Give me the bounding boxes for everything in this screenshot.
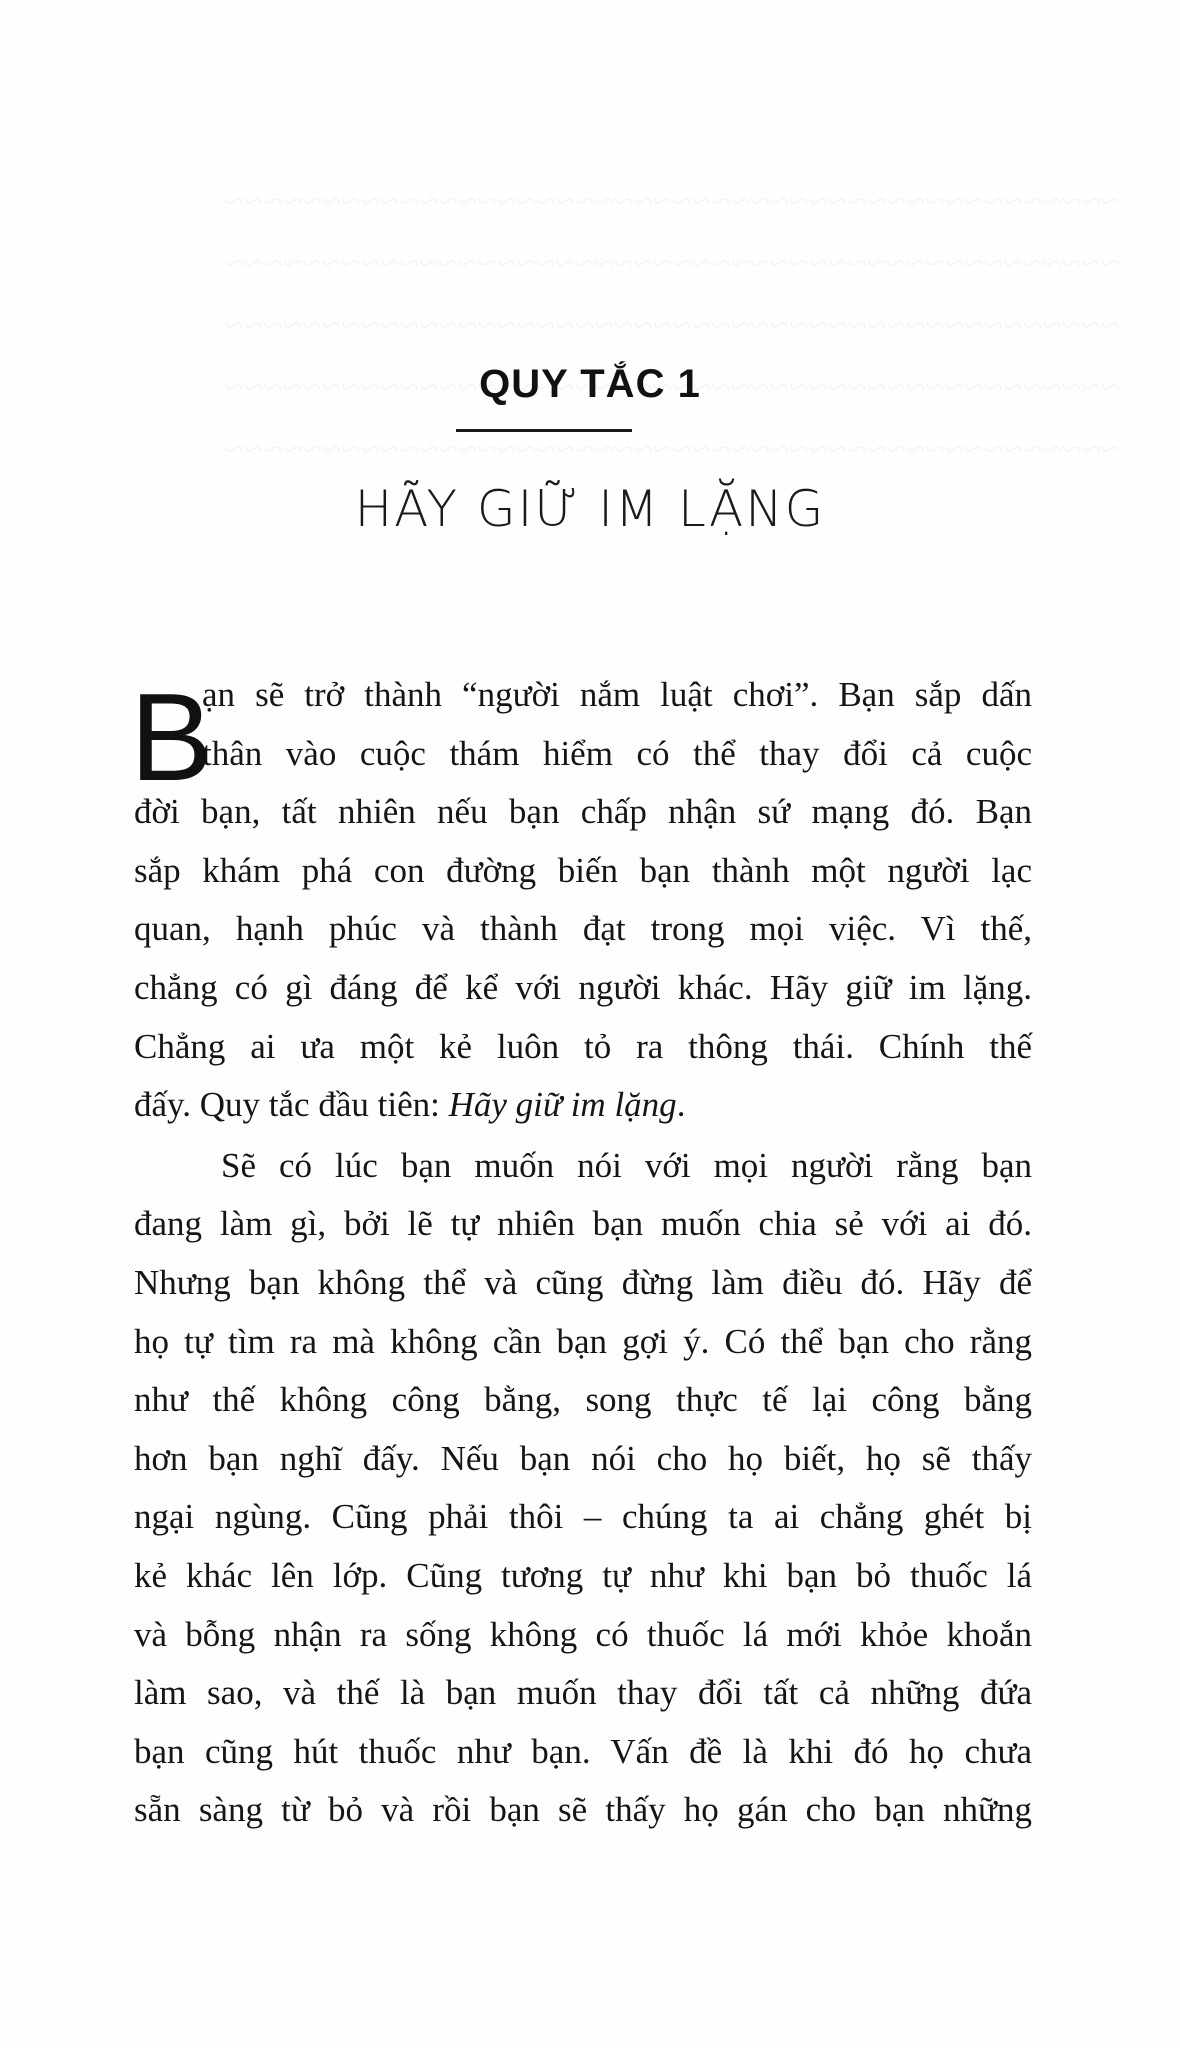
paragraph-2 bbox=[134, 1137, 1032, 1840]
text-run: đấy. Quy tắc đầu tiên: bbox=[134, 1085, 449, 1125]
chapter-label: QUY TẮC 1 bbox=[479, 362, 701, 406]
chapter-underline bbox=[456, 429, 632, 432]
text-line: làm sao, và thế là bạn muốn thay đổi tất cả những đứa bbox=[134, 1673, 1032, 1713]
drop-cap: B bbox=[130, 669, 213, 807]
paragraph-1 bbox=[130, 666, 1032, 1135]
text-line: như thế không công bằng, song thực tế lại công bằng bbox=[134, 1380, 1032, 1420]
text-line-last bbox=[134, 1076, 1032, 1135]
text-line: sắp khám phá con đường biến bạn thành một người lạc bbox=[134, 850, 1032, 890]
text-line: Sẽ có lúc bạn muốn nói với mọi người rằng bạn bbox=[221, 1145, 1032, 1185]
text-line: Nhưng bạn không thể và cũng đừng làm điều đó. Hãy để bbox=[134, 1262, 1032, 1302]
italic-rule-text: Hãy giữ im lặng bbox=[448, 1085, 677, 1125]
text-line: họ tự tìm ra mà không cần bạn gợi ý. Có thể bạn cho rằng bbox=[134, 1321, 1032, 1361]
text-line: hơn bạn nghĩ đấy. Nếu bạn nói cho họ biết, họ sẽ thấy bbox=[134, 1438, 1032, 1478]
chapter-title: HÃY GIỮ IM LẶNG bbox=[354, 480, 826, 538]
bleed-through-text bbox=[180, 170, 1120, 480]
text-line: ngại ngùng. Cũng phải thôi – chúng ta ai chẳng ghét bị bbox=[134, 1497, 1032, 1537]
text-line: chẳng có gì đáng để kể với người khác. Hãy giữ im lặng. bbox=[134, 967, 1032, 1007]
body-text bbox=[130, 666, 1032, 1840]
text-line: đang làm gì, bởi lẽ tự nhiên bạn muốn chia sẻ với ai đó. bbox=[134, 1204, 1032, 1244]
text-line: sẵn sàng từ bỏ và rồi bạn sẽ thấy họ gán cho bạn những bbox=[134, 1790, 1032, 1830]
text-line: kẻ khác lên lớp. Cũng tương tự như khi bạn bỏ thuốc lá bbox=[134, 1555, 1032, 1595]
text-line: đời bạn, tất nhiên nếu bạn chấp nhận sứ mạng đó. Bạn bbox=[134, 792, 1032, 832]
text-line: ạn sẽ trở thành “người nắm luật chơi”. Bạn sắp dấn bbox=[202, 675, 1032, 714]
text-line: quan, hạnh phúc và thành đạt trong mọi việc. Vì thế, bbox=[134, 909, 1032, 949]
text-line: và bỗng nhận ra sống không có thuốc lá mới khỏe khoắn bbox=[134, 1614, 1032, 1654]
text-line: bạn cũng hút thuốc như bạn. Vấn đề là khi đó họ chưa bbox=[134, 1731, 1032, 1771]
text-run: . bbox=[676, 1085, 686, 1125]
text-line: thân vào cuộc thám hiểm có thể thay đổi cả cuộc bbox=[202, 733, 1032, 773]
text-line: Chẳng ai ưa một kẻ luôn tỏ ra thông thái. Chính thế bbox=[134, 1026, 1032, 1066]
